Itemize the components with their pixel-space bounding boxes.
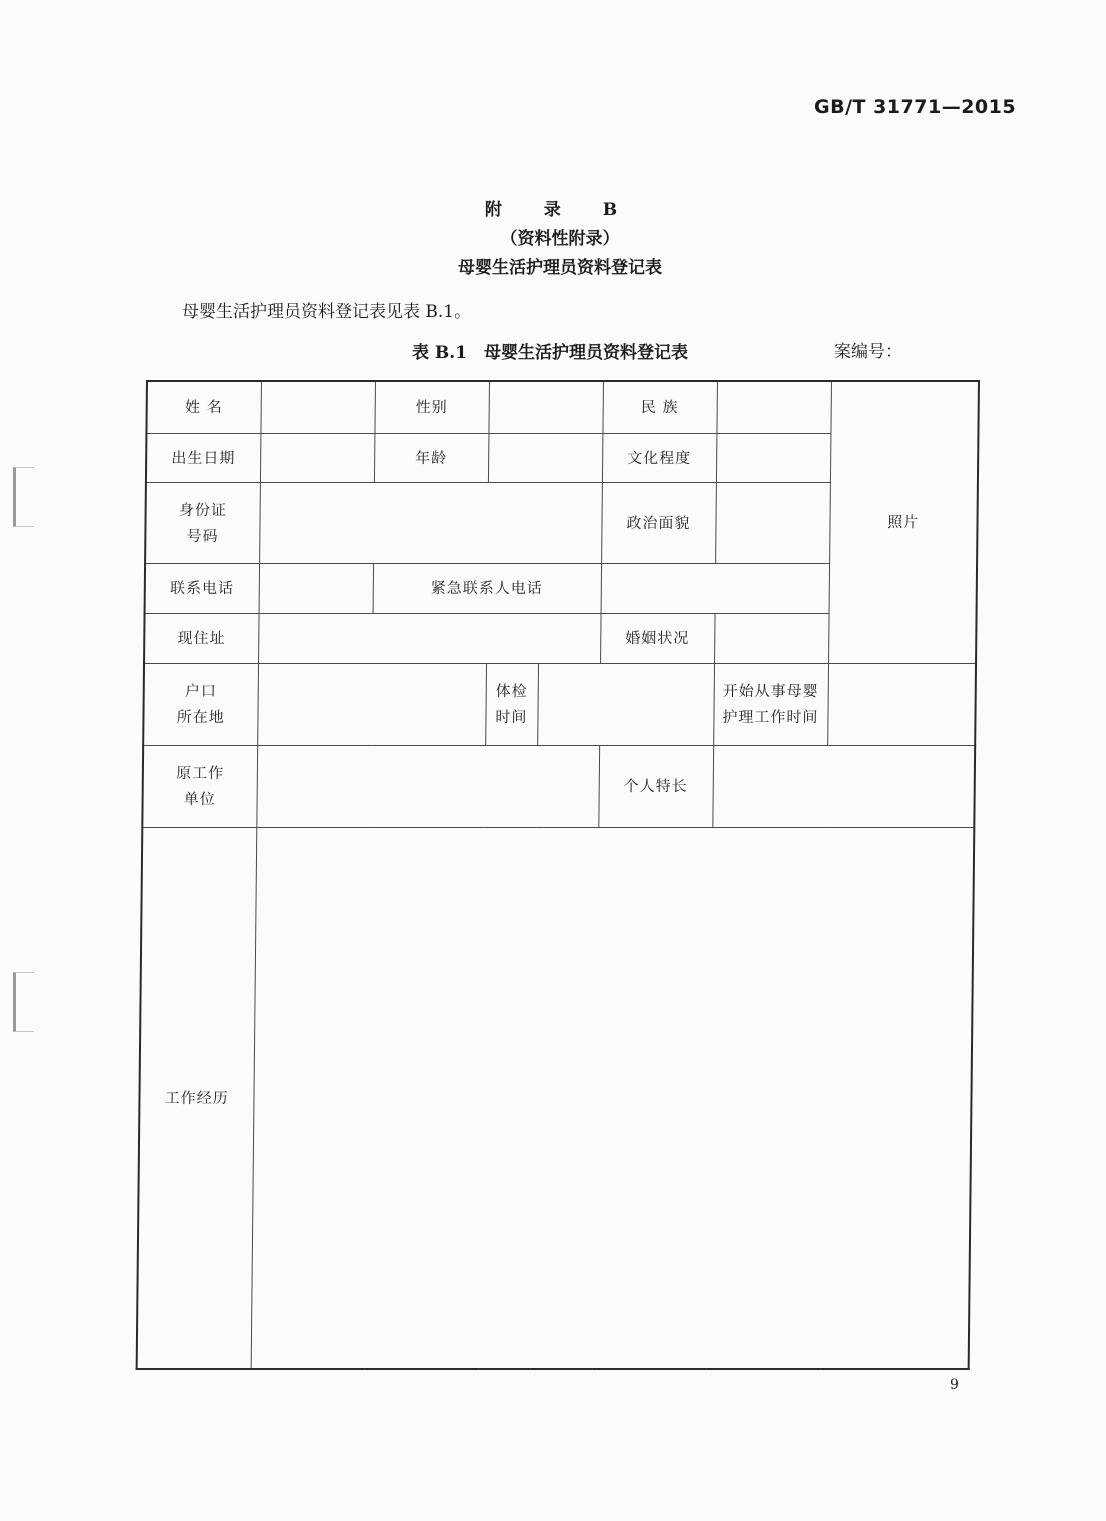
emergency-phone-label: 紧急联系人电话 xyxy=(373,563,602,613)
phone-field[interactable] xyxy=(259,563,374,613)
household-field[interactable] xyxy=(257,663,486,745)
name-field[interactable] xyxy=(260,381,375,433)
former-employer-label-line2: 单位 xyxy=(183,790,216,808)
household-label xyxy=(143,663,258,745)
standard-number: GB/T 31771—2015 xyxy=(814,96,1017,118)
checkup-label xyxy=(485,663,538,745)
age-field[interactable] xyxy=(488,433,603,482)
gender-label: 性别 xyxy=(374,381,489,433)
checkup-label-line2: 时间 xyxy=(495,708,528,726)
id-number-label-line2: 号码 xyxy=(186,526,219,545)
appendix-name: 母婴生活护理员资料登记表 xyxy=(458,258,662,278)
birth-date-field[interactable] xyxy=(260,433,375,482)
household-label-line1: 户口 xyxy=(184,682,218,700)
intro-text: 母婴生活护理员资料登记表见表 B.1。 xyxy=(182,302,472,322)
work-history-field[interactable] xyxy=(251,827,975,1369)
photo-area[interactable]: 照片 xyxy=(828,381,979,663)
registration-form-table xyxy=(136,380,980,1370)
ethnicity-field[interactable] xyxy=(716,381,831,433)
education-field[interactable] xyxy=(716,433,831,482)
marital-status-label: 婚姻状况 xyxy=(600,613,715,663)
name-label: 姓 名 xyxy=(146,381,261,433)
appendix-title: 附 录 B xyxy=(484,200,636,220)
start-work-field[interactable] xyxy=(827,663,976,745)
household-label-line2: 所在地 xyxy=(176,708,225,726)
former-employer-label-line1: 原工作 xyxy=(176,764,225,782)
education-label: 文化程度 xyxy=(602,433,717,482)
page-number: 9 xyxy=(950,1377,959,1393)
phone-label: 联系电话 xyxy=(145,563,260,613)
specialty-label: 个人特长 xyxy=(598,745,713,827)
address-label: 现住址 xyxy=(144,613,259,663)
start-work-label-line1: 开始从事母婴 xyxy=(722,682,819,700)
work-history-label: 工作经历 xyxy=(137,827,257,1369)
id-number-field[interactable] xyxy=(259,482,602,563)
id-number-label-line1: 身份证 xyxy=(178,500,227,519)
marital-status-field[interactable] xyxy=(714,613,829,663)
start-work-label xyxy=(713,663,828,745)
start-work-label-line2: 护理工作时间 xyxy=(722,708,819,726)
appendix-nature: （资料性附录） xyxy=(500,229,620,249)
address-field[interactable] xyxy=(258,613,601,663)
binder-hole-mark xyxy=(13,972,34,1032)
binder-hole-mark xyxy=(13,467,34,527)
specialty-field[interactable] xyxy=(712,745,975,827)
ethnicity-label: 民 族 xyxy=(602,381,717,433)
age-label: 年龄 xyxy=(374,433,489,482)
id-number-label xyxy=(145,482,260,563)
emergency-phone-field[interactable] xyxy=(601,563,830,613)
former-employer-field[interactable] xyxy=(256,745,599,827)
checkup-field[interactable] xyxy=(537,663,714,745)
gender-field[interactable] xyxy=(488,381,603,433)
former-employer-label xyxy=(142,745,257,827)
case-number-label: 案编号： xyxy=(834,342,902,362)
checkup-label-line1: 体检 xyxy=(495,682,528,700)
birth-date-label: 出生日期 xyxy=(146,433,261,482)
table-caption: 表 B.1 母婴生活护理员资料登记表 xyxy=(412,343,689,363)
political-status-label: 政治面貌 xyxy=(601,482,716,563)
political-status-field[interactable] xyxy=(715,482,830,563)
